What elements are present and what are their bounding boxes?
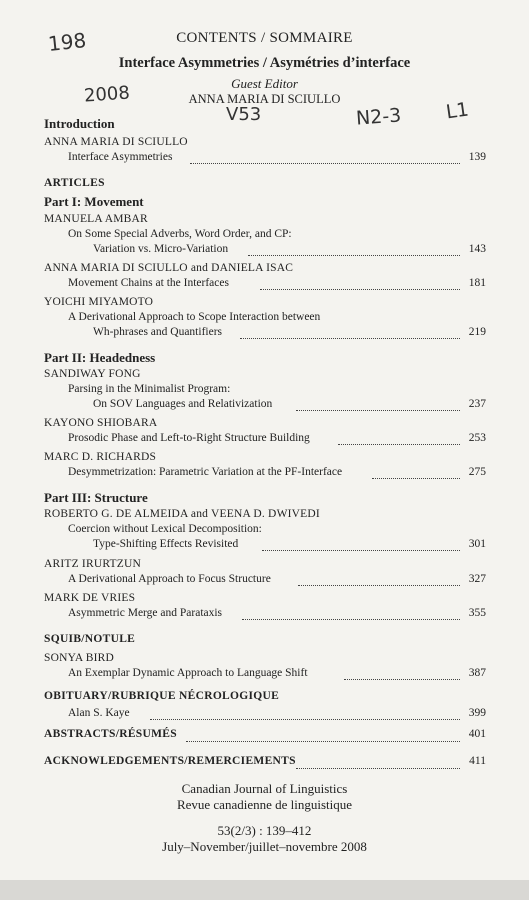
entry-title-line2: Type-Shifting Effects Revisited — [93, 538, 239, 550]
part2-heading: Part II: Headedness — [44, 350, 156, 365]
dot-leader — [298, 585, 460, 586]
entry-title-line1: Prosodic Phase and Left-to-Right Structure Building — [68, 432, 310, 444]
dot-leader — [344, 679, 460, 680]
entry-author: MANUELA AMBAR — [44, 213, 148, 225]
entry-page: 399 — [468, 707, 486, 719]
dot-leader — [190, 163, 460, 164]
entry-title-line1: Asymmetric Merge and Parataxis — [68, 607, 223, 619]
guest-editor-name: ANNA MARIA DI SCIULLO — [188, 92, 341, 106]
dot-leader — [242, 619, 460, 620]
introduction-heading: Introduction — [44, 116, 115, 131]
entry-page: 181 — [468, 277, 486, 289]
entry-author: KAYONO SHIOBARA — [44, 417, 158, 429]
entry-page: 327 — [468, 573, 486, 585]
entry-page: 387 — [468, 667, 486, 679]
entry-author: ROBERTO G. DE ALMEIDA and VEENA D. DWIVEDI — [44, 508, 320, 520]
volume-info: 53(2/3) : 139–412 — [217, 823, 312, 838]
journal-name-en: Canadian Journal of Linguistics — [181, 781, 348, 796]
acknowledgements-heading: ACKNOWLEDGEMENTS/REMERCIEMENTS — [44, 755, 296, 767]
entry-author: ANNA MARIA DI SCIULLO and DANIELA ISAC — [44, 262, 294, 274]
handwritten-note-2: 2008 — [83, 82, 131, 107]
dot-leader — [338, 444, 460, 445]
entry-title-line1: Movement Chains at the Interfaces — [68, 277, 229, 289]
issue-subtitle: Interface Asymmetries / Asymétries d’interface — [118, 55, 411, 71]
entry-page: 355 — [468, 607, 486, 619]
entry-title-line2: Variation vs. Micro-Variation — [93, 243, 229, 255]
entry-author: SONYA BIRD — [44, 652, 115, 664]
entry-title-line1: Coercion without Lexical Decomposition: — [68, 523, 262, 535]
dot-leader — [262, 550, 460, 551]
dot-leader — [296, 410, 460, 411]
dot-leader — [296, 768, 460, 769]
entry-title-line1: An Exemplar Dynamic Approach to Language Shift — [68, 667, 308, 679]
entry-title-line1: A Derivational Approach to Scope Interaction between — [68, 311, 321, 323]
entry-page: 275 — [468, 466, 486, 478]
entry-title-line2: On SOV Languages and Relativization — [93, 398, 273, 410]
entry-page: 301 — [468, 538, 486, 550]
entry-author: SANDIWAY FONG — [44, 368, 141, 380]
dot-leader — [260, 289, 460, 290]
dot-leader — [150, 719, 460, 720]
introduction-page: 139 — [468, 151, 486, 163]
entry-title-line1: Parsing in the Minimalist Program: — [68, 383, 231, 395]
entry-page: 401 — [468, 728, 486, 740]
entry-title-line1: Alan S. Kaye — [68, 707, 130, 719]
dot-leader — [186, 741, 460, 742]
scan-edge — [0, 880, 529, 900]
entry-author: YOICHI MIYAMOTO — [44, 296, 154, 308]
entry-page: 411 — [469, 755, 486, 767]
abstracts-heading: ABSTRACTS/RÉSUMÉS — [44, 728, 177, 740]
articles-heading: ARTICLES — [44, 177, 105, 189]
entry-title-line2: Wh-phrases and Quantifiers — [93, 326, 223, 338]
entry-author: MARC D. RICHARDS — [44, 451, 157, 463]
entry-title-line1: Desymmetrization: Parametric Variation at the PF-Interface — [68, 466, 343, 478]
introduction-title: Interface Asymmetries — [68, 151, 173, 163]
entry-page: 143 — [468, 243, 486, 255]
obituary-heading: OBITUARY/RUBRIQUE NÉCROLOGIQUE — [44, 690, 280, 702]
squib-heading: SQUIB/NOTULE — [44, 633, 136, 645]
part3-heading: Part III: Structure — [44, 490, 148, 505]
handwritten-note-1: 198 — [46, 28, 88, 56]
page-title: CONTENTS / SOMMAIRE — [176, 30, 353, 46]
entry-author: MARK DE VRIES — [44, 592, 136, 604]
entry-author: ARITZ IRURTZUN — [44, 558, 141, 570]
entry-page: 237 — [468, 398, 486, 410]
entry-page: 253 — [468, 432, 486, 444]
dot-leader — [372, 478, 460, 479]
journal-name-fr: Revue canadienne de linguistique — [176, 797, 353, 812]
part1-heading: Part I: Movement — [44, 194, 144, 209]
entry-title-line1: On Some Special Adverbs, Word Order, and CP: — [68, 228, 292, 240]
handwritten-note-5: L1 — [444, 98, 471, 124]
issue-date: July–November/juillet–novembre 2008 — [162, 839, 367, 854]
introduction-author: ANNA MARIA DI SCIULLO — [44, 136, 188, 148]
handwritten-note-3: V53 — [226, 104, 262, 125]
entry-page: 219 — [468, 326, 486, 338]
entry-title-line1: A Derivational Approach to Focus Structure — [68, 573, 271, 585]
dot-leader — [240, 338, 460, 339]
dot-leader — [248, 255, 460, 256]
guest-editor-label: Guest Editor — [231, 76, 298, 91]
handwritten-note-4: N2-3 — [355, 104, 402, 130]
